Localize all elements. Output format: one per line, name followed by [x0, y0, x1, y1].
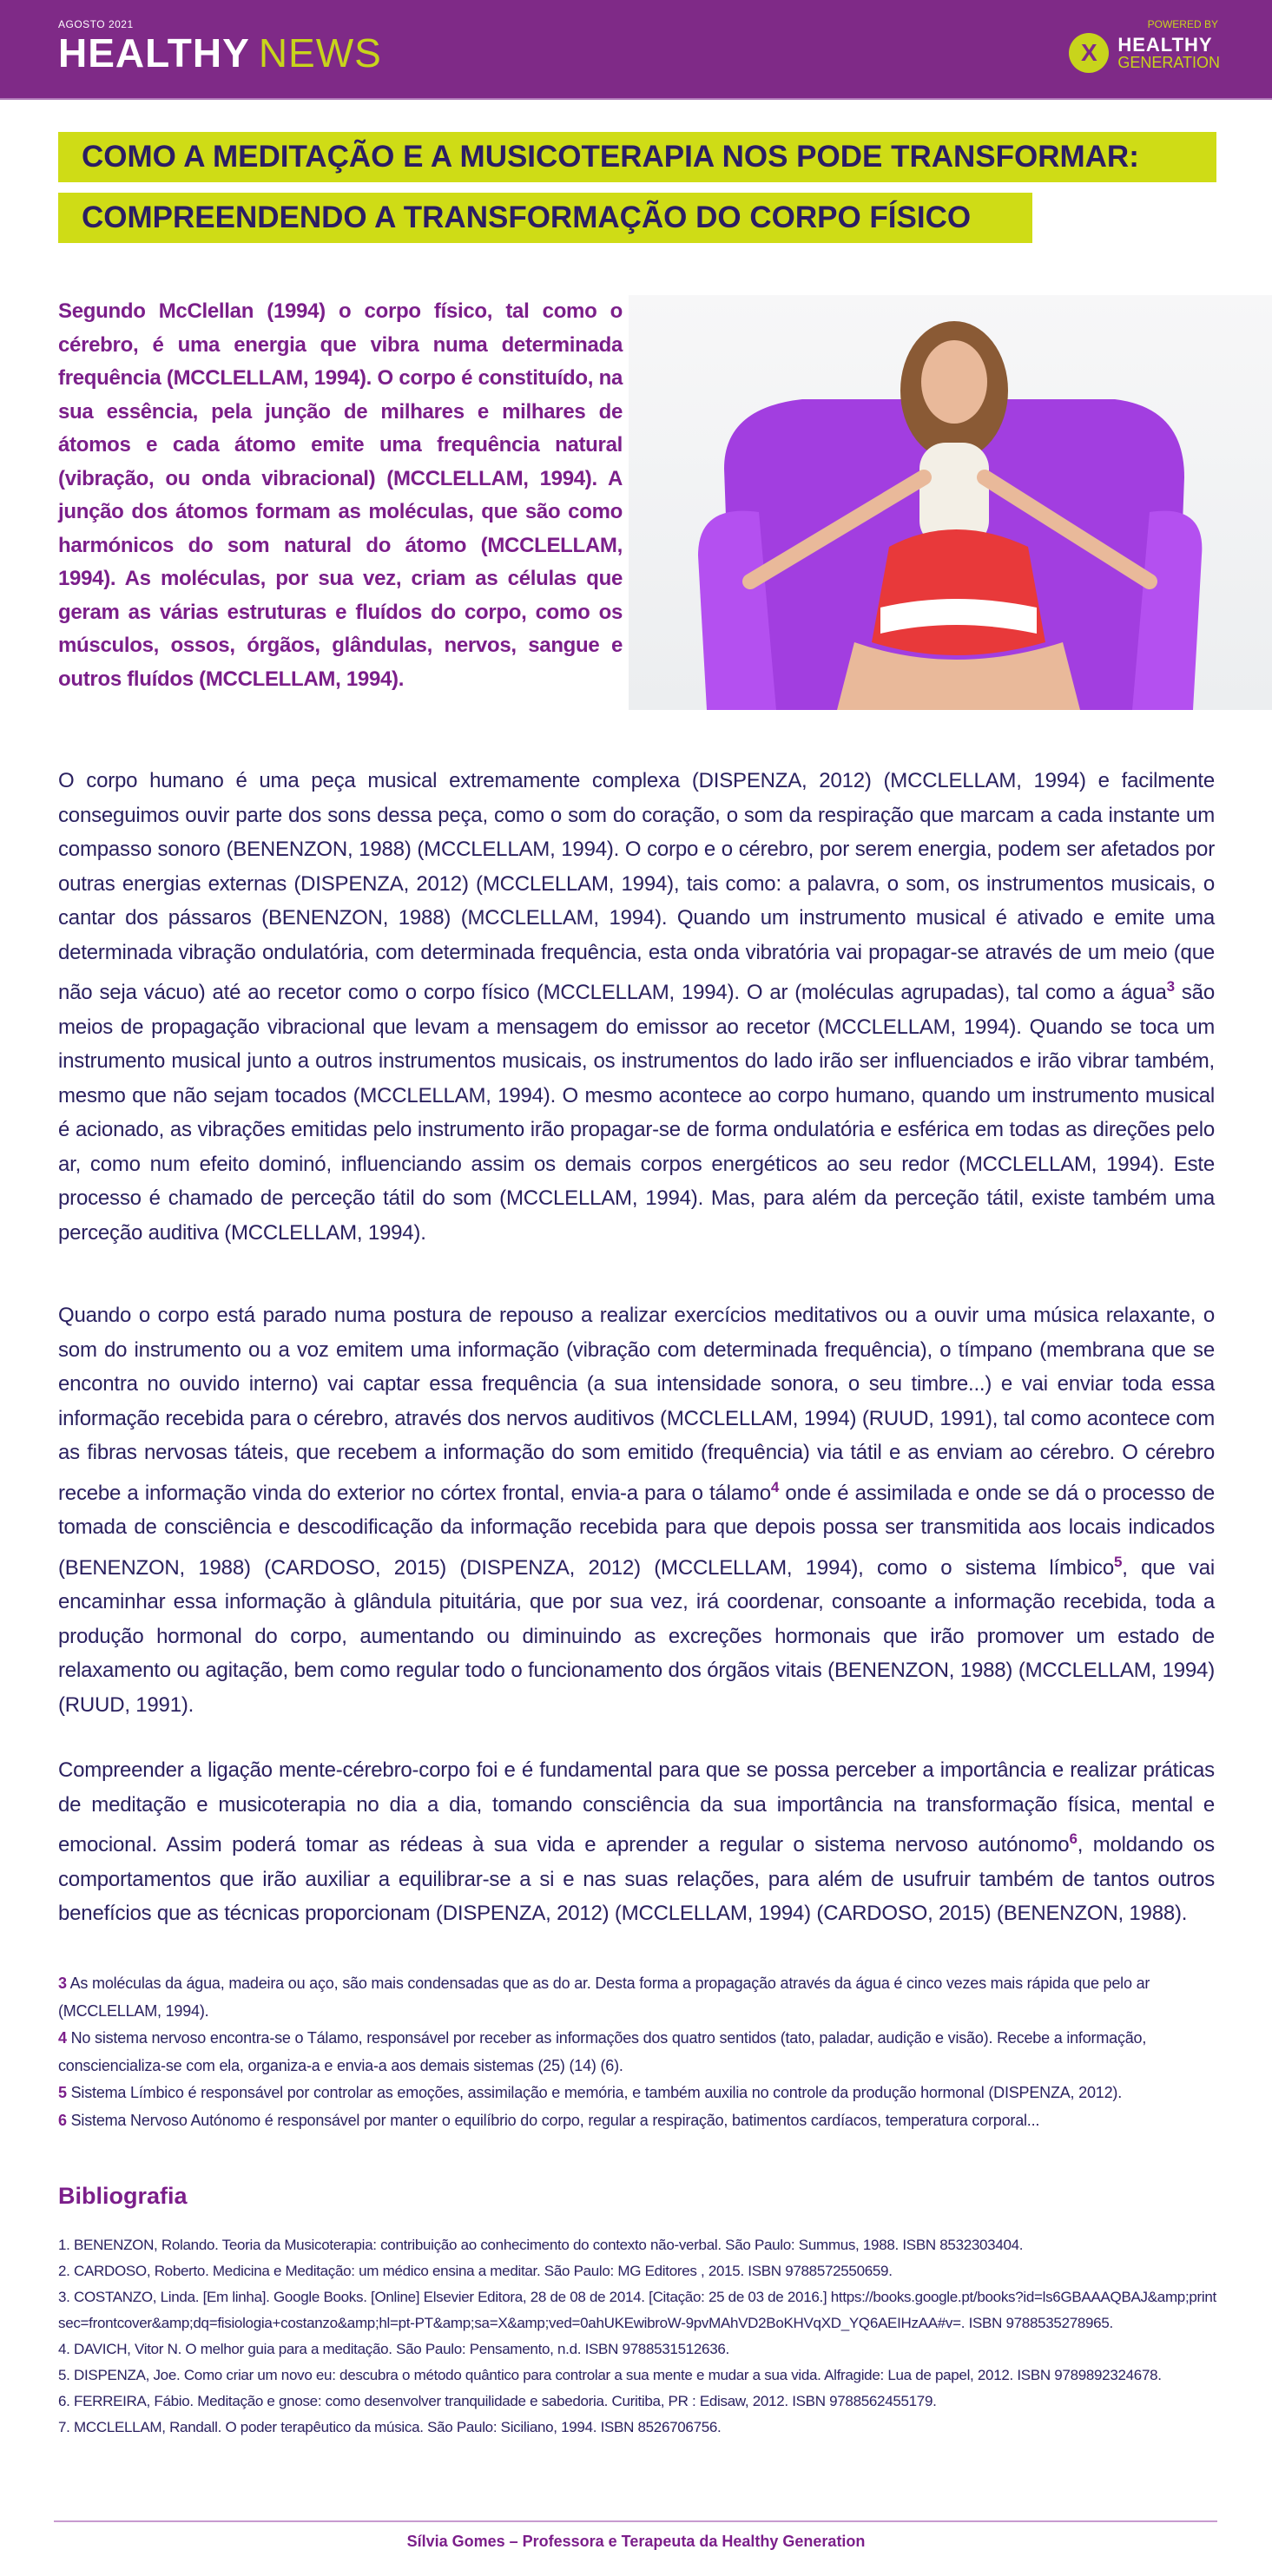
footnote-ref-4[interactable]: 4 — [770, 1478, 780, 1495]
logo-line2: GENERATION — [1117, 54, 1220, 71]
footnote-text: As moléculas da água, madeira ou aço, são mais condensadas que as do ar. Desta forma a propagação através da água é cinco vezes mais rápida que pelo ar (MCCLELLAM, 1994). — [58, 1975, 1150, 2020]
bibliography-item: 2. CARDOSO, Roberto. Medicina e Meditação: um médico ensina a meditar. São Paulo: MG Editores , 2015. ISBN 9788572550659. — [58, 2263, 893, 2279]
brand-main: HEALTHY — [58, 30, 250, 76]
logo-mark-icon: X — [1069, 33, 1109, 73]
paragraph-text: , que vai encaminhar essa informação à glândula pituitária, que por sua vez, irá coordenar, consoante a informação recebida, toda a produção hormonal do corpo, aumentando ou diminuindo as excreções hormonais que irão promover um estado de relaxamento ou agitação, bem como regular todo o funcionamento dos órgãos vitais (BENENZON, 1988) (MCCLELLAM, 1994) (RUUD, 1991). — [58, 1555, 1215, 1717]
paragraph-text: , moldando os comportamentos que irão auxiliar a equilibrar-se a si e nas suas relações, para além de usufruir também de tantos outros benefícios que as técnicas proporcionam (DISPENZA, 2012) (MCCLELLAM, 1994) (CARDOSO, 2015) (BENENZON, 1988). — [58, 1833, 1215, 1925]
article-title-line2: COMPREENDENDO A TRANSFORMAÇÃO DO CORPO FÍSICO — [58, 193, 1032, 243]
brand-accent: NEWS — [258, 30, 382, 76]
footnotes — [58, 1970, 1215, 2134]
newsletter-header — [0, 0, 1272, 100]
intro-paragraph: Segundo McClellan (1994) o corpo físico, tal como o cérebro, é uma energia que vibra numa determinada frequência (MCCLELLAM, 1994). O corpo é constituído, na sua essência, pela junção de milhares e milhares de átomos e cada átomo emite uma frequência natural (vibração, ou onda vibracional) (MCCLELLAM, 1994). A junção dos átomos formam as moléculas, que são como harmónicos do som natural do átomo (MCCLELLAM, 1994). As moléculas, por sua vez, criam as células que geram as várias estruturas e fluídos do corpo, como os músculos, ossos, órgãos, glândulas, nervos, sangue e outros fluídos (MCCLELLAM, 1994). — [58, 299, 623, 691]
footnote-number: 3 — [58, 1975, 67, 1992]
meditating-woman-photo — [629, 295, 1272, 710]
issue-date: AGOSTO 2021 — [58, 18, 134, 30]
bibliography-item: 7. MCCLELLAM, Randall. O poder terapêutico da música. São Paulo: Siciliano, 1994. ISBN 8526706756. — [58, 2419, 722, 2435]
bibliography-item: 1. BENENZON, Rolando. Teoria da Musicoterapia: contribuição ao conhecimento do contexto não-verbal. São Paulo: Summus, 1988. ISBN 8532303404. — [58, 2237, 1024, 2253]
body-paragraph-1 — [58, 764, 1215, 1250]
logo-line1: HEALTHY — [1117, 34, 1213, 56]
footnote-text: Sistema Nervoso Autónomo é responsável por manter o equilíbrio do corpo, regular a respiração, batimentos cardíacos, temperatura corporal... — [66, 2111, 1040, 2129]
footnote-ref-5[interactable]: 5 — [1114, 1553, 1123, 1570]
footnote — [58, 2025, 1215, 2080]
footnote-text: No sistema nervoso encontra-se o Tálamo, responsável por receber as informações dos quatro sentidos (tato, paladar, audição e visão). Recebe a informação, consciencializa-se com ela, organiza-a e envia-a aos demais sistemas (25) (14) (6). — [58, 2029, 1147, 2074]
bibliography-heading: Bibliografia — [58, 2183, 188, 2209]
body-paragraph-3 — [58, 1753, 1215, 1931]
body-paragraph-2 — [58, 1298, 1215, 1722]
paragraph-text: onde é assimilada e onde se dá o processo de tomada de consciência e descodificação da informação recebida para que depois possa ser transmitida aos locais indicados (BENENZON, 1988) (CARDOSO, 2015) (DISPENZA, 2012) (MCCLELLAM, 1994), como o sistema límbico — [58, 1481, 1215, 1580]
footnote-number: 4 — [58, 2029, 67, 2047]
author-footer: Sílvia Gomes – Professora e Terapeuta da Healthy Generation — [406, 2533, 866, 2550]
footnote-ref-3[interactable]: 3 — [1166, 978, 1175, 995]
paragraph-text: Quando o corpo está parado numa postura de repouso a realizar exercícios meditativos ou a ouvir uma música relaxante, o som do instrumento ou a voz emitem uma informação (vibração com determinada frequência), o tímpano (membrana que se encontra no ouvido interno) vai captar essa frequência (a sua intensidade sonora, o seu timbre...) e vai enviar toda essa informação recebida para o cérebro, através dos nervos auditivos (MCCLELLAM, 1994) (RUUD, 1991), tal como acontece com as fibras nervosas táteis, que recebem a informação do som emitido (frequência) via tátil e as enviam ao cérebro. O cérebro recebe a informação vinda do exterior no córtex frontal, envia-a para o tálamo — [58, 1304, 1215, 1505]
bibliography-item: 5. DISPENZA, Joe. Como criar um novo eu: descubra o método quântico para controlar a sua mente e mudar a sua vida. Alfragide: Lua de papel, 2012. ISBN 9789892324678. — [58, 2367, 1162, 2383]
paragraph-text: Compreender a ligação mente-cérebro-corpo foi e é fundamental para que se possa perceber a importância e realizar práticas de meditação e musicoterapia no dia a dia, tomando consciência da sua importância na transformação física, mental e emocional. Assim poderá tomar as rédeas à sua vida e aprender a regular o sistema nervoso autónomo — [58, 1758, 1215, 1856]
paragraph-text: O corpo humano é uma peça musical extremamente complexa (DISPENZA, 2012) (MCCLELLAM, 1994) e facilmente conseguimos ouvir parte dos sons dessa peça, como o som do coração, o som da respiração que marcam a cada instante um compasso sonoro (BENENZON, 1988) (MCCLELLAM, 1994). O corpo e o cérebro, por serem energia, podem ser afetados por outras energias externas (DISPENZA, 2012) (MCCLELLAM, 1994), tais como: a palavra, o som, os instrumentos musicais, o cantar dos pássaros (BENENZON, 1988) (MCCLELLAM, 1994). Quando um instrumento musical é ativado e emite uma determinada vibração ondulatória, com determinada frequência, esta onda vibratória vai propagar-se através de um meio (que não seja vácuo) até ao recetor como o corpo físico (MCCLELLAM, 1994). O ar (moléculas agrupadas), tal como a água — [58, 769, 1215, 1004]
paragraph-text: são meios de propagação vibracional que levam a mensagem do emissor ao recetor (MCCLELLAM, 1994). Quando se toca um instrumento musical junto a outros instrumentos musicais, os instrumentos do lado irão ser influenciados e irão vibrar também, mesmo que não sejam tocados (MCCLELLAM, 1994). O mesmo acontece ao corpo humano, quando um instrumento musical é acionado, as vibrações emitidas pelo instrumento irão propagar-se de forma ondulatória e esférica em todas as direções pelo ar, como num efeito dominó, influenciando assim os demais corpos energéticos ao seu redor (MCCLELLAM, 1994). Este processo é chamado de perceção tátil do som (MCCLELLAM, 1994). Mas, para além da perceção tátil, existe também uma perceção auditiva (MCCLELLAM, 1994). — [58, 981, 1215, 1245]
bibliography-list — [58, 2232, 1222, 2441]
footnote-number: 5 — [58, 2084, 67, 2101]
healthy-generation-logo — [1069, 33, 1220, 73]
footnote-text: Sistema Límbico é responsável por controlar as emoções, assimilação e memória, e também auxilia no controle da produção hormonal (DISPENZA, 2012). — [66, 2084, 1122, 2101]
powered-by-label: POWERED BY — [1147, 18, 1218, 30]
newsletter-brand — [58, 31, 382, 75]
footnote — [58, 2107, 1215, 2135]
article-title-line1: COMO A MEDITAÇÃO E A MUSICOTERAPIA NOS PODE TRANSFORMAR: — [58, 132, 1216, 182]
footer-divider — [54, 2520, 1217, 2522]
footnote-number: 6 — [58, 2111, 67, 2129]
bibliography-item: 3. COSTANZO, Linda. [Em linha]. Google Books. [Online] Elsevier Editora, 28 de 08 de 2014. [Citação: 25 de 03 de 2016.] https://books.google.pt/books?id=ls6GBAAAQBAJ&amp;printsec=frontcover&amp;dq=fisiologia+costanzo&amp;hl=pt-PT&amp;sa=X&amp;ved=0ahUKEwibroW-9pvMAhVD2BoKHVqXD_YQ6AEIHzAA#v=. ISBN 9788535278965. — [58, 2289, 1216, 2331]
footnote-ref-6[interactable]: 6 — [1069, 1830, 1078, 1847]
footnote — [58, 1970, 1215, 2025]
bibliography-item: 6. FERREIRA, Fábio. Meditação e gnose: como desenvolver tranquilidade e sabedoria. Curitiba, PR : Edisaw, 2012. ISBN 9788562455179. — [58, 2393, 937, 2409]
footnote — [58, 2080, 1215, 2107]
bibliography-item: 4. DAVICH, Vitor N. O melhor guia para a meditação. São Paulo: Pensamento, n.d. ISBN 9788531512636. — [58, 2341, 729, 2357]
